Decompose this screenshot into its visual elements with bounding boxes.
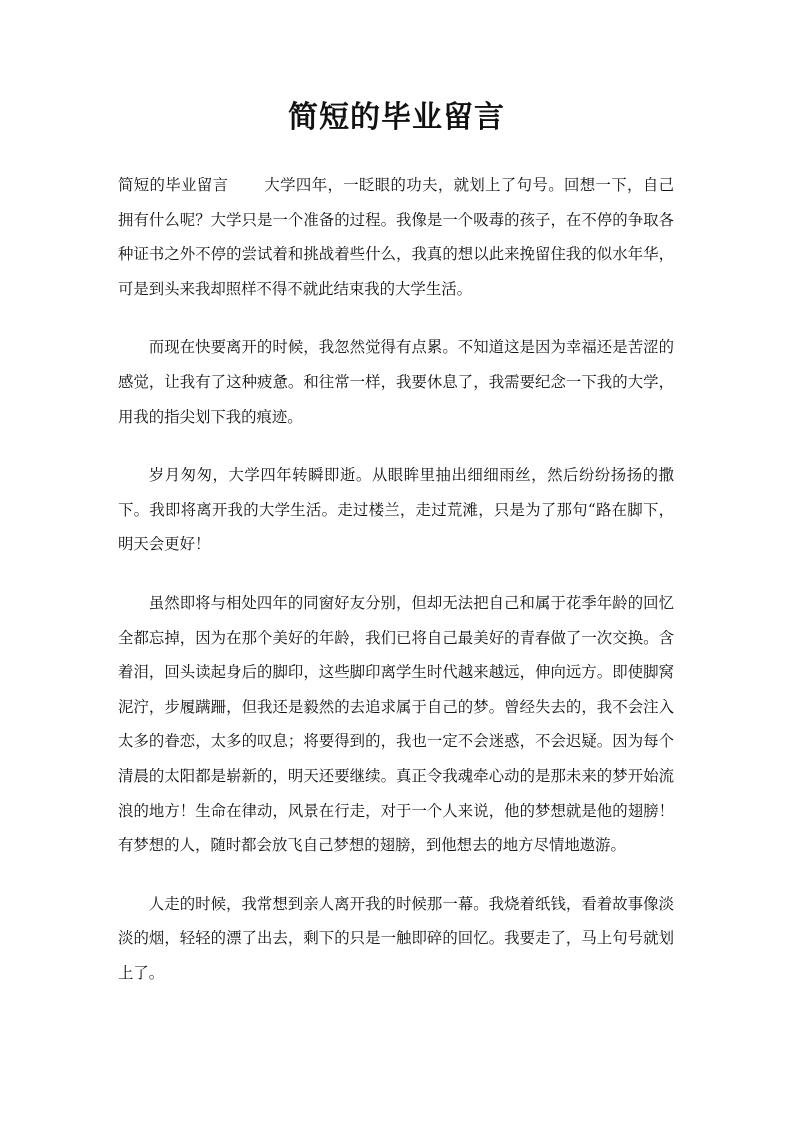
inline-lead-title: 简短的毕业留言 [118, 176, 229, 194]
paragraph-4: 虽然即将与相处四年的同窗好友分别，但却无法把自己和属于花季年龄的回忆全都忘掉，因为在那个美好的年龄，我们已将自己最美好的青春做了一次交换。含着泪，回头读起身后的脚印，这些脚印离学生时代越来越远，伸向远方。即使脚窝泥泞，步履蹒跚，但我还是毅然的去追求属于自己的梦。曾经失去的，我不会注入太多的眷恋，太多的叹息；将要得到的，我也一定不会迷惑，不会迟疑。因为每个清晨的太阳都是崭新的，明天还要继续。真正令我魂牵心动的是那未来的梦开始流浪的地方！生命在律动，风景在行走，对于一个人来说，他的梦想就是他的翅膀！有梦想的人，随时都会放飞自己梦想的翅膀，到他想去的地方尽情地遨游。 [118, 593, 674, 855]
paragraph-1-text: 大学四年，一眨眼的功夫，就划上了句号。回想一下，自己拥有什么呢？大学只是一个准备的过程。我像是一个吸毒的孩子，在不停的争取各种证书之外不停的尝试着和挑战着些什么，我真的想以此来挽留住我的似水年华，可是到头来我却照样不得不就此结束我的大学生活。 [118, 176, 674, 298]
paragraph-3: 岁月匆匆，大学四年转瞬即逝。从眼眸里抽出细细雨丝，然后纷纷扬扬的撒下。我即将离开我的大学生活。走过楼兰，走过荒滩，只是为了那句“路在脚下，明天会更好！ [118, 466, 674, 554]
document-body [118, 168, 674, 1014]
paragraph-2: 而现在快要离开的时候，我忽然觉得有点累。不知道这是因为幸福还是苦涩的感觉，让我有了这种疲惫。和往常一样，我要休息了，我需要纪念一下我的大学，用我的指尖划下我的痕迹。 [118, 338, 674, 426]
document-title: 简短的毕业留言 [288, 100, 505, 135]
paragraph-1 [118, 168, 674, 306]
paragraph-5: 人走的时候，我常想到亲人离开我的时候那一幕。我烧着纸钱，看着故事像淡淡的烟，轻轻的漂了出去，剩下的只是一触即碎的回忆。我要走了，马上句号就划上了。 [118, 894, 674, 982]
